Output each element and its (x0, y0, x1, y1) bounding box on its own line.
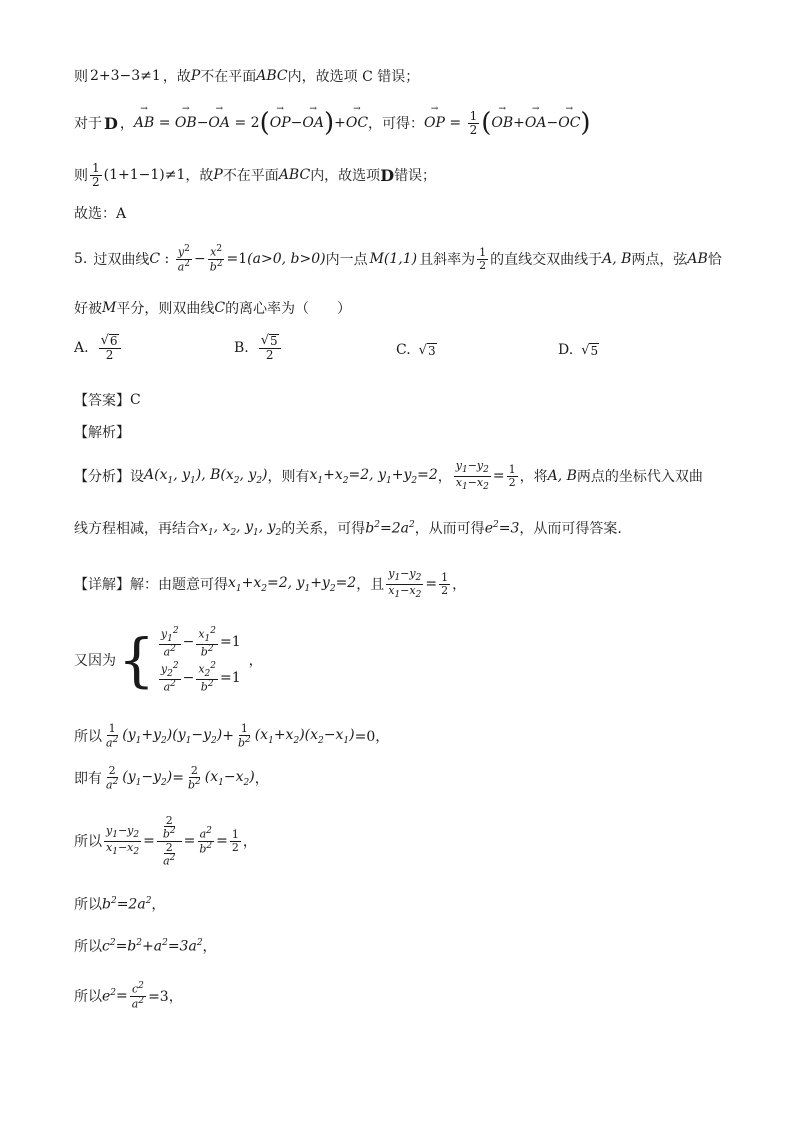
text: 的关系，可得 (281, 521, 366, 537)
text: 解：由题意可得 (130, 577, 228, 593)
detail-line-jiyou: 即有 $\frac{2}{a^2}$ $(y_1-y_2)$ = $\frac{2}{b^2}$ $(x_1-x_2)$ ， (74, 764, 269, 792)
choose-text: 故选：A (74, 206, 127, 222)
math-var: M (102, 300, 117, 316)
line-conclusion-c (74, 66, 419, 86)
text: 则 (74, 69, 88, 85)
detail-line-so5: 所以 $c^2=b^2+a^2=3a^2$ ， (74, 937, 217, 955)
text: ，且 (356, 577, 385, 593)
text: 平分，则双曲线 (116, 301, 215, 317)
choice-b[interactable] (234, 334, 283, 361)
math-inequality: 2+3−3≠1 (90, 68, 161, 84)
detail-line-so3: 所以 $\frac{y_1-y_2}{x_1-x_2}$ = $\frac{\frac{2}{b^2}}{\frac{2}{a^2}}$ = $\frac{a^2}{b^2}$ = $\frac{1}{2}$ ， (74, 813, 257, 868)
text: 恰 (707, 252, 722, 268)
analysis-tag: 【解析】 (74, 425, 130, 441)
math-point: M(1,1) (369, 251, 418, 267)
text: 不在平面 (200, 69, 257, 85)
text: 内一点 (325, 252, 368, 268)
text: ，从而可得答案. (519, 521, 622, 537)
text: 所以 (74, 897, 102, 913)
math-points: $A(x_1$, $y_1$), $B(x_2$, $y_2$) (144, 466, 268, 486)
text: 又因为 (74, 653, 116, 669)
math-var: C (214, 300, 226, 316)
text: 所以 (74, 729, 102, 745)
text: ，可得： (368, 116, 425, 132)
choice-value: √ 3 (418, 342, 436, 358)
detail-line-so1: 所以 $\frac{1}{a^2}$ $(y_1+y_2)(y_1-y_2)$ + $\frac{1}{b^2}$ $(x_1+x_2)(x_2-x_1)$ =0， (74, 722, 390, 750)
hyperbola-equation: C : $\frac{y^2}{a^2}$ − $\frac{x^2}{b^2}$ =1 (149, 244, 248, 274)
text: 即有 (74, 771, 102, 787)
analysis-line (74, 422, 130, 442)
answer-tag: 【答案】 (74, 393, 130, 409)
question-number: 5. (74, 251, 88, 267)
choice-value: √ 6 2 (99, 334, 121, 361)
fenxi-line1: 【分析】 设 $A(x_1$, $y_1$), $B(x_2$, $y_2$) ，则有 $x_1+x_2=2$, $y_1+y_2=2$ ， $\frac{y_1-y_2}{x_1-x_2}$ = $\frac{1}{2}$ ，将 A, B 两点的坐标代入双曲 (74, 458, 703, 492)
text: 的离心率为（ ） (225, 301, 352, 317)
math-sums: $x_1+x_2=2$, $y_1+y_2=2$ (309, 466, 438, 486)
text: 所以 (74, 989, 102, 1005)
text: 内，故选项 C 错误； (287, 69, 420, 85)
choice-d[interactable] (558, 342, 599, 358)
math-var: P (213, 167, 223, 183)
text: 好被 (74, 301, 102, 317)
text: 两点，弦 (631, 252, 688, 268)
answer-line (74, 390, 141, 410)
detail-system: 又因为 { $\frac{y_1^2}{a^2}$ − $\frac{x_1^2}{b^2}$ =1 $\frac{y_2^2}{a^2}$ − $\frac{x_2^2}{b^2}$ =1 ， (74, 625, 263, 694)
math-var: ABC (278, 167, 311, 183)
question-stem-line2 (74, 298, 351, 318)
fenxi-line2 (74, 518, 622, 538)
text: 线方程相减，再结合 (74, 521, 200, 537)
detail-line1: 【详解】 解：由题意可得 $x_1+x_2=2$, $y_1+y_2=2$ ，且 $\frac{y_1-y_2}{x_1-x_2}$ = $\frac{1}{2}$ ， (74, 566, 467, 600)
text: 两点的坐标代入双曲 (576, 469, 703, 485)
choice-label: A. (74, 339, 89, 356)
detail-line-so4: 所以 $b^2=2a^2$ ， (74, 895, 166, 913)
choice-label: C. (396, 342, 411, 358)
choice-label: B. (234, 339, 249, 356)
text: 错误； (394, 168, 437, 184)
option-letter: D (380, 165, 395, 185)
line-conclusion-d (74, 158, 436, 192)
text: 所以 (74, 939, 102, 955)
text: 则 (74, 168, 88, 184)
text: ， (119, 116, 134, 132)
text: ，从而可得 (414, 521, 485, 537)
text: ，将 (519, 469, 548, 485)
math-var: A, B (602, 251, 632, 267)
text: 不在平面 (222, 168, 279, 184)
math-var: ABC (256, 68, 288, 84)
slope-fraction: $\frac{1}{2}$ (479, 245, 487, 272)
choice-label: D. (558, 342, 574, 358)
fenxi-tag: 【分析】 (74, 469, 130, 485)
choice-value: √ 5 (581, 342, 599, 358)
fraction-half: $\frac{1}{2}$ (92, 160, 100, 189)
math-vars: $x_1$, $x_2$, $y_1$, $y_2$ (200, 518, 282, 538)
detail-tag: 【详解】 (74, 577, 130, 593)
text: 设 (130, 469, 144, 485)
text: 过双曲线 (93, 252, 150, 268)
math-slope: $\frac{y_1-y_2}{x_1-x_2}$ = $\frac{1}{2}$ (455, 458, 516, 492)
text: 内，故选项 (310, 168, 381, 184)
math-b2: $b^2=2a^2$ (365, 519, 415, 537)
text: ，则有 (267, 469, 310, 485)
math-condition: (a>0, b>0) (247, 251, 326, 267)
choice-c[interactable] (396, 342, 437, 358)
answer-value: C (130, 392, 141, 408)
choice-a[interactable] (74, 334, 123, 361)
math-e2: $e^2=3$ (484, 519, 520, 537)
vector-result: → OP = $\frac{1}{2}$ ( → OB + → OA − → OC ) (424, 110, 591, 136)
math-var: P (190, 68, 201, 84)
vector-equation: → AB = → OB − → OA = 2 ( → OP − → OA ) + → OC (134, 110, 368, 136)
math-inequality: (1+1−1)≠1 (103, 167, 186, 183)
text: ，故 (185, 168, 214, 184)
choice-value: √ 5 2 (259, 334, 281, 361)
text: ，故 (162, 69, 191, 85)
detail-line-so6: 所以 $e^2$ = $\frac{c^2}{a^2}$ =3， (74, 981, 183, 1011)
text: 对于 (74, 116, 102, 132)
line-choose (74, 203, 126, 223)
text: 所以 (74, 834, 102, 850)
math-var: AB (687, 251, 708, 267)
question-stem-line1 (74, 242, 722, 276)
option-letter: D (104, 113, 118, 133)
text: 的直线交双曲线于 (490, 252, 603, 268)
line-option-d-vectors (74, 106, 591, 140)
text: 且斜率为 (419, 252, 476, 268)
